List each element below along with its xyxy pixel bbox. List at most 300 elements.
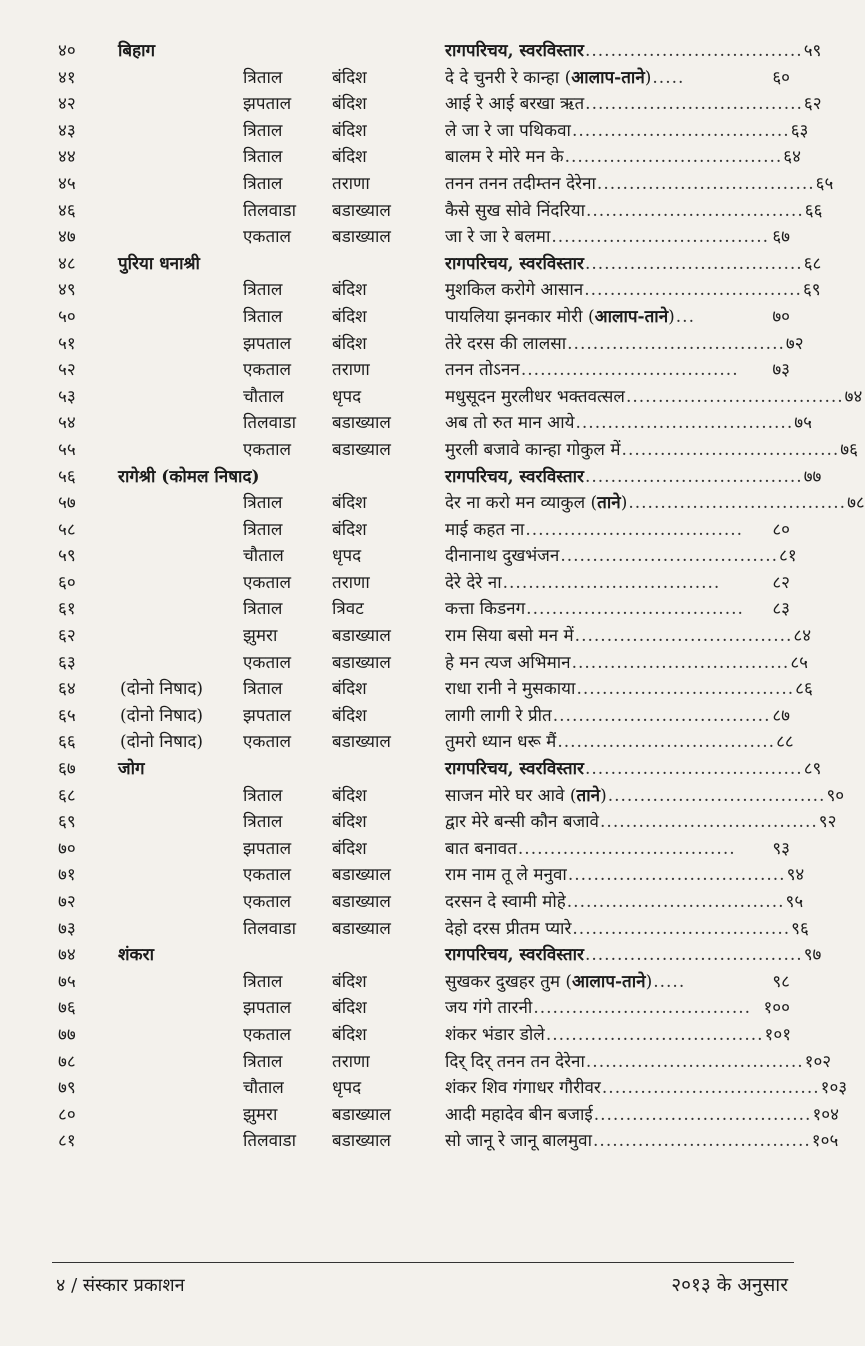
toc-row <box>0 517 806 544</box>
taal-name: त्रिताल <box>243 812 283 833</box>
dot-leader: ..... <box>653 971 686 992</box>
entry-title <box>445 464 822 491</box>
toc-row <box>0 118 809 145</box>
entry-title <box>445 783 845 810</box>
raga-name: बिहाग <box>118 41 156 61</box>
entry-title-text: अब तो रुत मान आये <box>445 413 575 434</box>
entry-title-text: दीनानाथ दुखभंजन <box>445 546 560 567</box>
dot-leader: .................................. <box>586 200 804 221</box>
footer-edition: २०१३ के अनुसार <box>671 1274 788 1296</box>
page-number: ६० <box>772 67 790 88</box>
taal-name: चौताल <box>243 386 284 407</box>
entry-title-text: कत्ता किडनग <box>445 599 526 620</box>
toc-row <box>0 144 806 171</box>
entry-number: ५८ <box>58 519 76 540</box>
entry-number: ५४ <box>58 413 76 434</box>
entry-number: ४३ <box>58 120 76 141</box>
composition-form: धृपद <box>332 546 362 567</box>
toc-row <box>0 198 823 225</box>
entry-title-text: साजन मोरे घर आवे ( <box>445 785 577 806</box>
dot-leader: .................................. <box>584 759 803 780</box>
composition-form: तराणा <box>332 173 370 194</box>
page-number: ६४ <box>783 147 801 168</box>
entry-title <box>445 224 790 251</box>
taal-name: एकताल <box>243 865 292 886</box>
entry-title-text: मुशकिल करोगे आसान <box>445 280 584 301</box>
entry-title-text: मुरली बजावे कान्हा गोकुल में <box>445 439 621 460</box>
entry-number: ६२ <box>58 626 76 647</box>
entry-number: ७५ <box>58 971 76 992</box>
dot-leader: .................................. <box>625 386 844 407</box>
page-number: ६५ <box>815 173 834 194</box>
entry-number: ५९ <box>58 546 76 567</box>
composition-form: बंदिश <box>332 519 367 540</box>
entry-title <box>445 969 790 996</box>
dot-leader: .................................. <box>575 413 794 434</box>
page-number: ९६ <box>791 918 809 939</box>
entry-number: ८० <box>58 1104 76 1125</box>
page-number: ६६ <box>804 200 823 221</box>
entry-title-text: पायलिया झनकार मोरी ( <box>445 306 595 327</box>
entry-title-bold: ताने <box>576 785 601 806</box>
entry-number: ७८ <box>58 1051 76 1072</box>
dot-leader: .................................. <box>584 253 803 274</box>
dot-leader: .................................. <box>584 945 803 966</box>
entry-title <box>445 862 805 889</box>
entry-title-text: रागपरिचय, स्वरविस्तार <box>445 945 584 966</box>
entry-title-text: दे दे चुनरी रे कान्हा ( <box>445 67 572 88</box>
toc-row <box>0 596 806 623</box>
composition-form: बडाख्याल <box>332 626 391 647</box>
entry-number: ६९ <box>58 812 76 833</box>
page-number: ७६ <box>840 439 858 460</box>
toc-row <box>0 171 834 198</box>
dot-leader: .................................. <box>557 732 776 753</box>
page-number: ८९ <box>803 759 822 780</box>
entry-title-text: आदी महादेव बीन बजाई <box>445 1104 593 1125</box>
taal-name: झपताल <box>243 998 292 1019</box>
taal-name: तिलवाडा <box>243 918 296 939</box>
toc-row <box>0 1128 839 1155</box>
taal-name: त्रिताल <box>243 306 283 327</box>
dot-leader: .................................. <box>533 998 752 1019</box>
entry-number: ६८ <box>58 785 76 806</box>
entry-number: ४५ <box>58 173 76 194</box>
entry-title <box>445 1102 839 1129</box>
entry-title-text: तुमरो ध्यान धरू मैं <box>445 732 557 753</box>
entry-number: ७२ <box>58 892 76 912</box>
toc-row <box>0 995 806 1022</box>
composition-form: बडाख्याल <box>332 1104 391 1125</box>
toc-row <box>0 783 845 810</box>
taal-name: एकताल <box>243 1024 292 1045</box>
page-number: ९५ <box>785 892 804 912</box>
dot-leader: .................................. <box>576 679 795 700</box>
composition-form: बंदिश <box>332 838 367 859</box>
page-number: ९४ <box>786 865 805 886</box>
entry-title-bold: आलाप-ताने <box>572 971 646 992</box>
entry-title <box>445 650 809 677</box>
toc-row <box>0 437 858 464</box>
toc-row <box>0 570 806 597</box>
entry-number: ५७ <box>58 493 76 514</box>
entry-title <box>445 756 822 783</box>
entry-number: ७६ <box>58 998 76 1019</box>
entry-title-close: ) <box>644 67 652 88</box>
entry-title <box>445 38 822 65</box>
dot-leader: .................................. <box>502 572 721 593</box>
entry-title <box>445 198 823 225</box>
taal-name: झुमरा <box>243 1104 278 1125</box>
entry-title-text: रागपरिचय, स्वरविस्तार <box>445 759 584 780</box>
entry-title-text: राम नाम तू ले मनुवा <box>445 865 567 886</box>
entry-title-text: रागपरिचय, स्वरविस्तार <box>445 253 584 274</box>
composition-form: बंदिश <box>332 280 367 301</box>
entry-title-bold: ताने <box>597 493 621 514</box>
page-number: १०१ <box>764 1024 792 1045</box>
entry-title <box>445 916 809 943</box>
taal-name: झपताल <box>243 705 292 726</box>
page-number: ९८ <box>772 971 790 992</box>
dot-leader: .................................. <box>551 227 770 248</box>
nishad-note: (दोनो निषाद) <box>120 705 204 726</box>
entry-title <box>445 703 790 730</box>
entry-title-text: मधुसूदन मुरलीधर भक्तवत्सल <box>445 386 625 407</box>
entry-title <box>445 836 790 863</box>
composition-form: बंदिश <box>332 812 367 833</box>
toc-row <box>0 384 863 411</box>
page-number: ७४ <box>844 386 863 407</box>
page-number: ६२ <box>803 94 822 115</box>
toc-row <box>0 490 865 517</box>
entry-title <box>445 490 865 517</box>
composition-form: बंदिश <box>332 306 367 327</box>
toc-row <box>0 969 806 996</box>
entry-title-close: ) <box>668 306 675 327</box>
toc-row <box>0 676 813 703</box>
toc-row <box>0 836 806 863</box>
entry-number: ५१ <box>58 333 76 354</box>
page-number: ६३ <box>790 120 809 141</box>
toc-raga-header-row <box>0 38 822 65</box>
toc-row <box>0 809 837 836</box>
entry-title <box>445 91 822 118</box>
entry-number: ७९ <box>58 1078 76 1099</box>
entry-title <box>445 357 790 384</box>
taal-name: तिलवाडा <box>243 200 296 221</box>
entry-title <box>445 942 822 969</box>
taal-name: त्रिताल <box>243 120 283 141</box>
composition-form: तराणा <box>332 360 370 381</box>
page-number: ८५ <box>790 652 809 673</box>
entry-number: ४४ <box>58 147 76 168</box>
entry-title-text: सुखकर दुखहर तुम ( <box>445 971 573 992</box>
entry-number: ४६ <box>58 200 76 221</box>
entry-title <box>445 118 809 145</box>
taal-name: तिलवाडा <box>243 1131 296 1152</box>
entry-title-text: कैसे सुख सोवे निंदरिया <box>445 200 585 221</box>
dot-leader: .................................. <box>584 280 802 301</box>
composition-form: बंदिश <box>332 785 367 806</box>
entry-title-text: ले जा रे जा पथिकवा <box>445 120 571 141</box>
entry-number: ७४ <box>58 945 76 966</box>
dot-leader: .................................. <box>526 599 744 620</box>
dot-leader: .................................. <box>567 333 785 354</box>
entry-number: ५० <box>58 306 76 327</box>
entry-number: ६४ <box>58 679 76 700</box>
entry-title <box>445 729 794 756</box>
dot-leader: .................................. <box>607 785 826 806</box>
entry-title-text: माई कहत ना <box>445 519 525 540</box>
composition-form: बडाख्याल <box>332 652 391 673</box>
dot-leader: .................................. <box>567 865 786 886</box>
page-number: ८२ <box>772 572 790 593</box>
taal-name: एकताल <box>243 572 292 593</box>
entry-number: ४१ <box>58 67 76 88</box>
entry-title <box>445 517 790 544</box>
dot-leader: .................................. <box>574 626 793 647</box>
composition-form: बडाख्याल <box>332 892 391 912</box>
entry-title <box>445 171 834 198</box>
entry-title <box>445 384 863 411</box>
entry-title <box>445 570 790 597</box>
taal-name: एकताल <box>243 732 292 753</box>
taal-name: त्रिताल <box>243 1051 283 1072</box>
taal-name: झुमरा <box>243 626 278 647</box>
entry-title-text: देरे देरे ना <box>445 572 502 593</box>
entry-title-text: रागपरिचय, स्वरविस्तार <box>445 41 584 61</box>
page-number: ७५ <box>794 413 812 434</box>
composition-form: बंदिश <box>332 67 367 88</box>
toc-row <box>0 650 809 677</box>
entry-number: ६७ <box>58 759 76 780</box>
page-number: १०० <box>763 998 790 1019</box>
composition-form: धृपद <box>332 386 362 407</box>
entry-number: ५२ <box>58 360 76 381</box>
taal-name: त्रिताल <box>243 493 283 514</box>
entry-title-text: आई रे आई बरखा ऋत <box>445 94 585 115</box>
composition-form: बडाख्याल <box>332 732 391 753</box>
page-number: ९० <box>826 785 845 806</box>
entry-title <box>445 331 804 358</box>
toc-row <box>0 91 822 118</box>
page-number: ६८ <box>803 253 822 274</box>
taal-name: त्रिताल <box>243 147 283 168</box>
nishad-note: (दोनो निषाद) <box>120 679 204 700</box>
entry-number: ४२ <box>58 94 76 115</box>
toc-row <box>0 1075 848 1102</box>
page-number: ८७ <box>772 705 790 726</box>
composition-form: बंदिश <box>332 1024 367 1045</box>
page-number: ९७ <box>803 945 822 966</box>
entry-title <box>445 437 858 464</box>
table-of-contents <box>0 38 865 1155</box>
entry-title-text: जा रे जा रे बलमा <box>445 227 551 248</box>
toc-row <box>0 543 806 570</box>
composition-form: बंदिश <box>332 94 367 115</box>
entry-number: ४७ <box>58 227 76 248</box>
dot-leader: .................................. <box>566 892 785 912</box>
page-number: १०३ <box>820 1078 848 1099</box>
composition-form: बडाख्याल <box>332 227 391 248</box>
toc-raga-header-row <box>0 464 822 491</box>
taal-name: एकताल <box>243 652 292 673</box>
page-number: १०५ <box>811 1131 839 1152</box>
entry-title <box>445 1128 839 1155</box>
dot-leader: .................................. <box>584 41 803 61</box>
footer-publisher: ४ / संस्कार प्रकाशन <box>56 1275 185 1296</box>
entry-number: ४० <box>58 41 76 61</box>
page-number: ७० <box>772 306 790 327</box>
composition-form: बंदिश <box>332 679 367 700</box>
entry-title-close: ) <box>645 971 653 992</box>
taal-name: एकताल <box>243 360 292 381</box>
entry-title <box>445 410 812 437</box>
composition-form: बंदिश <box>332 147 367 168</box>
entry-title-bold: आलाप-ताने <box>571 67 645 88</box>
composition-form: धृपद <box>332 1078 362 1099</box>
toc-row <box>0 224 806 251</box>
toc-raga-header-row <box>0 756 822 783</box>
toc-row <box>0 916 809 943</box>
taal-name: झपताल <box>243 94 292 115</box>
entry-title <box>445 596 790 623</box>
toc-row <box>0 331 806 358</box>
taal-name: त्रिताल <box>243 67 283 88</box>
entry-number: ४८ <box>58 253 76 274</box>
entry-title <box>445 65 790 92</box>
composition-form: तराणा <box>332 1051 370 1072</box>
taal-name: झपताल <box>243 838 292 859</box>
entry-title <box>445 1075 848 1102</box>
page-number: १०२ <box>804 1051 832 1072</box>
taal-name: त्रिताल <box>243 280 283 301</box>
entry-number: ४९ <box>58 280 76 301</box>
entry-title-text: बात बनावत <box>445 838 517 859</box>
composition-form: बंदिश <box>332 493 367 514</box>
entry-title-text: जय गंगे तारनी <box>445 998 533 1019</box>
composition-form: बडाख्याल <box>332 918 391 939</box>
entry-title-text: तेरे दरस की लालसा <box>445 333 567 354</box>
dot-leader: .................................. <box>628 493 847 514</box>
entry-title <box>445 144 801 171</box>
entry-title-text: शंकर शिव गंगाधर गौरीवर <box>445 1078 601 1099</box>
dot-leader: .................................. <box>552 705 771 726</box>
toc-row <box>0 410 812 437</box>
toc-row <box>0 65 806 92</box>
page-number: १०४ <box>812 1104 839 1125</box>
entry-number: ५५ <box>58 439 76 460</box>
toc-row <box>0 277 821 304</box>
page-number: ७३ <box>772 360 790 381</box>
page-number: ८० <box>772 519 790 540</box>
entry-title <box>445 251 822 278</box>
entry-title-text: सो जानू रे जानू बालमुवा <box>445 1131 593 1152</box>
entry-title-text: तनन तोऽनन <box>445 360 520 381</box>
entry-title <box>445 995 790 1022</box>
taal-name: एकताल <box>243 227 292 248</box>
entry-title-text: शंकर भंडार डोले <box>445 1024 545 1045</box>
entry-title <box>445 277 821 304</box>
toc-row <box>0 703 806 730</box>
taal-name: चौताल <box>243 1078 284 1099</box>
entry-number: ६३ <box>58 652 76 673</box>
toc-raga-header-row <box>0 942 822 969</box>
taal-name: त्रिताल <box>243 599 283 620</box>
dot-leader: .................................. <box>520 360 739 381</box>
page-number: ५९ <box>803 41 822 61</box>
composition-form: त्रिवट <box>332 599 364 620</box>
dot-leader: .................................. <box>593 1104 812 1125</box>
taal-name: झपताल <box>243 333 292 354</box>
page-number: ६९ <box>802 280 821 301</box>
entry-title <box>445 676 813 703</box>
toc-row <box>0 623 812 650</box>
page-number: ६७ <box>772 227 790 248</box>
page-number: ९३ <box>772 838 790 859</box>
taal-name: चौताल <box>243 546 284 567</box>
taal-name: तिलवाडा <box>243 413 296 434</box>
raga-name: रागेश्री (कोमल निषाद) <box>118 466 260 487</box>
entry-number: ६६ <box>58 732 76 753</box>
page-number: ८१ <box>779 546 797 567</box>
taal-name: एकताल <box>243 439 292 460</box>
dot-leader: .................................. <box>600 812 818 833</box>
page-footer <box>52 1262 794 1303</box>
dot-leader: .................................. <box>564 147 783 168</box>
entry-number: ६१ <box>58 599 76 620</box>
page-number: ८६ <box>795 679 813 700</box>
entry-number: ७७ <box>58 1024 76 1045</box>
dot-leader: .................................. <box>585 94 803 115</box>
toc-row <box>0 1102 839 1129</box>
dot-leader: ... <box>675 306 695 327</box>
toc-row <box>0 729 806 756</box>
entry-number: ६५ <box>58 705 76 726</box>
dot-leader: .................................. <box>596 173 815 194</box>
toc-row <box>0 304 806 331</box>
entry-number: ८१ <box>58 1131 76 1152</box>
dot-leader: .................................. <box>584 466 803 487</box>
raga-name: जोग <box>118 759 145 780</box>
dot-leader: .................................. <box>517 838 736 859</box>
composition-form: बडाख्याल <box>332 413 391 434</box>
entry-title-text: राधा रानी ने मुसकाया <box>445 679 576 700</box>
entry-number: ५३ <box>58 386 76 407</box>
entry-title <box>445 1022 790 1049</box>
composition-form: बडाख्याल <box>332 1131 391 1152</box>
taal-name: त्रिताल <box>243 519 283 540</box>
entry-title-bold: आलाप-ताने <box>594 306 669 327</box>
taal-name: त्रिताल <box>243 971 283 992</box>
page-number: ७८ <box>847 493 865 514</box>
entry-title <box>445 304 790 331</box>
entry-number: ७० <box>58 838 76 859</box>
entry-title-text: बालम रे मोरे मन के <box>445 147 564 168</box>
taal-name: त्रिताल <box>243 679 283 700</box>
toc-row <box>0 357 806 384</box>
dot-leader: .................................. <box>621 439 840 460</box>
entry-title <box>445 1049 832 1076</box>
taal-name: त्रिताल <box>243 785 283 806</box>
entry-title-text: तनन तनन तदीम्तन देरेना <box>445 173 596 194</box>
raga-name: पुरिया धनाश्री <box>118 253 200 274</box>
toc-row <box>0 1022 806 1049</box>
dot-leader: .................................. <box>560 546 779 567</box>
dot-leader: ..... <box>652 67 685 88</box>
composition-form: तराणा <box>332 572 370 593</box>
composition-form: बंदिश <box>332 120 367 141</box>
